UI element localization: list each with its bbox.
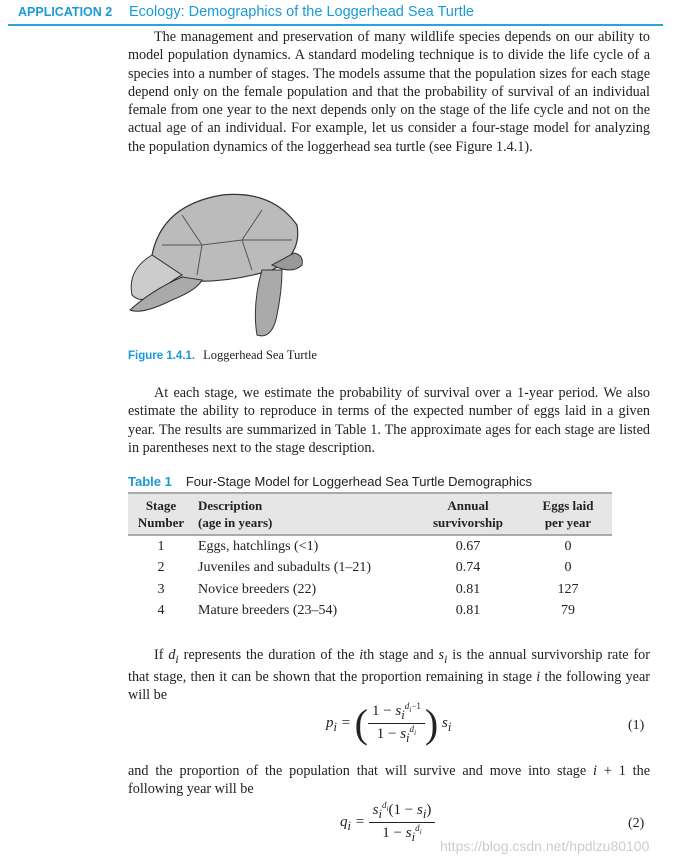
paragraph-intro: The management and preservation of many wildlife species depends on our ability to model population dynamics. A standard modeling technique is to divide the life cycle of a species into a number of stages. The models assume that the population sizes for each stage depend only on the female population and that the probability of survival of an individual female from one year to the next depends only on the stage of the life cycle and not on the actual age of an individual. For example, let us consider a four-stage model for analyzing the population dynamics of the loggerhead sea turtle (see Figure 1.4.1). (128, 29, 650, 155)
table-row: 2 Juveniles and subadults (1–21) 0.74 0 (157, 560, 572, 576)
figure-caption (128, 348, 317, 363)
table-row: 1 Eggs, hatchlings (<1) 0.67 0 (157, 538, 572, 554)
column-header: Description (age in years) (194, 493, 412, 535)
column-header: Stage Number (128, 493, 194, 535)
paragraph-survive: and the proportion of the population that will survive and move into stage i + 1 the following year will be (128, 763, 650, 798)
column-header: Annual survivorship (412, 493, 524, 535)
demographics-table (128, 492, 612, 622)
table-caption (128, 474, 532, 489)
equation-q: $q_i$ = $\frac{s_i^{d_i}(1 - s_i)}{1 - s_i^{d_i}}$ (340, 800, 435, 845)
equation-number-1: (1) (628, 718, 645, 733)
turtle-illustration (122, 185, 307, 345)
section-title: Ecology: Demographics of the Loggerhead Sea Turtle (129, 4, 474, 20)
figure-label: Figure 1.4.1. (128, 350, 196, 362)
table-title: Four-Stage Model for Loggerhead Sea Turtle Demographics (185, 474, 532, 489)
column-header: Eggs laid per year (524, 493, 612, 535)
watermark: https://blog.csdn.net/hpdlzu80100 (440, 838, 650, 854)
table-row: 3 Novice breeders (22) 0.81 127 (157, 581, 579, 597)
figure-caption-text: Loggerhead Sea Turtle (203, 348, 317, 362)
application-label: APPLICATION 2 (18, 5, 113, 19)
paragraph-stages: At each stage, we estimate the probability of survival over a 1-year period. We also estimate the ability to reproduce in terms of the expected number of eggs laid in a given year. The results are summarized in Table 1. The approximate ages for each stage are listed in parentheses next to the stage description. (128, 385, 650, 456)
equation-number-2: (2) (628, 816, 645, 831)
equation-p: $p_i$ = ( $\frac{1 - s_i^{d_i-1}}{1 - s_i^{d_i}}$ ) $s_i$ (326, 701, 452, 746)
table-label: Table 1 (128, 474, 172, 489)
section-header (8, 4, 663, 26)
table-row: 4 Mature breeders (23–54) 0.81 79 (157, 603, 575, 619)
paragraph-duration: If $d_i$ represents the duration of the ith stage and $s_i$ is the annual survivorship rate for that stage, then it can be shown that the proportion remaining in stage i the following year will be (128, 647, 651, 704)
